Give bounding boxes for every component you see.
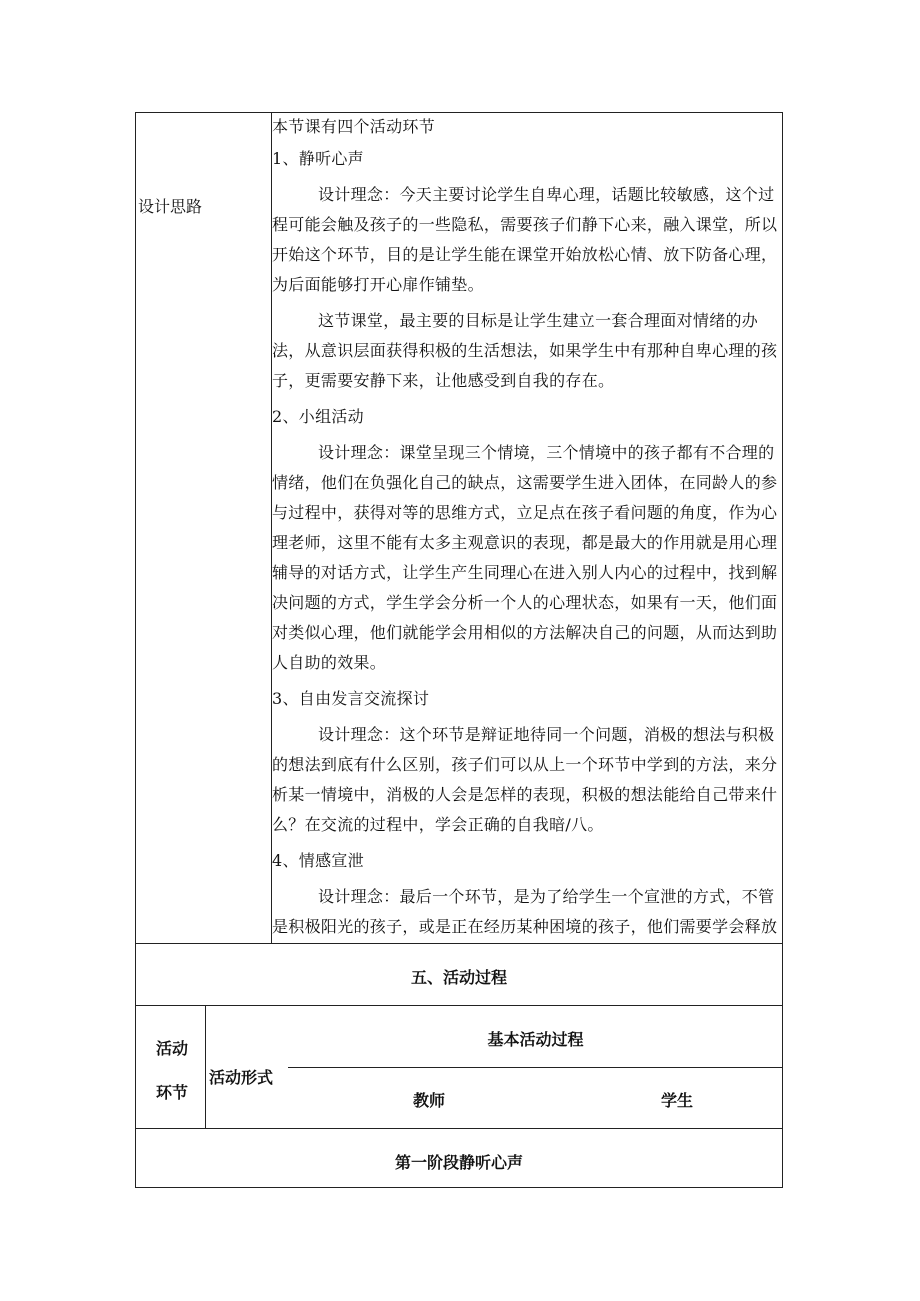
activity-form-label: 活动形式 (209, 1068, 274, 1087)
section-title: 五、活动过程 (410, 968, 507, 987)
row-divider (135, 943, 783, 944)
teacher-header: 教师 (413, 1091, 446, 1110)
section-2-paragraph-1: 设计理念：课堂呈现三个情境，三个情境中的孩子都有不合理的情绪，他们在负强化自己的缺点，这需要学生进入团体，在同龄人的参与过程中，获得对等的思维方式，立足点在孩子看问题的角度，作为心理老师，这里不能有太多主观意识的表现，都是最大的作用就是用心理辅导的对话方式，让学生产生同理心在进入别人内心的过程中，找到解决问题的方式，学生学会分析一个人的心理状态，如果有一天，他们面对类似心理，他们就能学会用相似的方法解决自己的问题，从而达到助人自助的效果。 (272, 443, 778, 672)
activity-step-label-line1: 活动 (156, 1039, 189, 1058)
activity-step-label-line2: 环节 (156, 1083, 189, 1102)
row-divider (288, 1067, 783, 1068)
section-1-paragraph-1: 设计理念：今天主要讨论学生自卑心理，话题比较敏感，这个过程可能会触及孩子的一些隐私，需要孩子们静下心来，融入课堂，所以开始这个环节，目的是让学生能在课堂开始放松心情、放下防备心理，为后面能够打开心扉作铺垫。 (272, 185, 778, 294)
row-divider (135, 1005, 783, 1006)
section-4-title: 4、情感宣泄 (272, 851, 364, 870)
design-label: 设计思路 (138, 197, 203, 216)
basic-process-header: 基本活动过程 (487, 1030, 584, 1049)
design-intro: 本节课有四个活动环节 (272, 117, 436, 136)
section-3-title: 3、自由发言交流探讨 (272, 689, 430, 708)
section-1-title: 1、静听心声 (272, 149, 364, 168)
student-header: 学生 (661, 1091, 694, 1110)
section-4-paragraph-1: 设计理念：最后一个环节，是为了给学生一个宣泄的方式，不管是积极阳光的孩子，或是正在经历某种困境的孩子，他们需要学会释放 (272, 887, 778, 936)
design-content (272, 112, 783, 943)
section-3-paragraph-1: 设计理念：这个环节是辩证地待同一个问题，消极的想法与积极的想法到底有什么区别，孩子们可以从上一个环节中学到的方法，来分析某一情境中，消极的人会是怎样的表现，积极的想法能给自己带来什么？在交流的过程中，学会正确的自我暗/八。 (272, 725, 778, 834)
row-divider (135, 1128, 783, 1129)
section-1-paragraph-2: 这节课堂，最主要的目标是让学生建立一套合理面对情绪的办法，从意识层面获得积极的生活想法，如果学生中有那种自卑心理的孩子，更需要安静下来，让他感受到自我的存在。 (272, 311, 778, 390)
stage-1-title: 第一阶段静听心声 (394, 1153, 523, 1172)
section-2-title: 2、小组活动 (272, 407, 364, 426)
column-divider (205, 1005, 206, 1128)
